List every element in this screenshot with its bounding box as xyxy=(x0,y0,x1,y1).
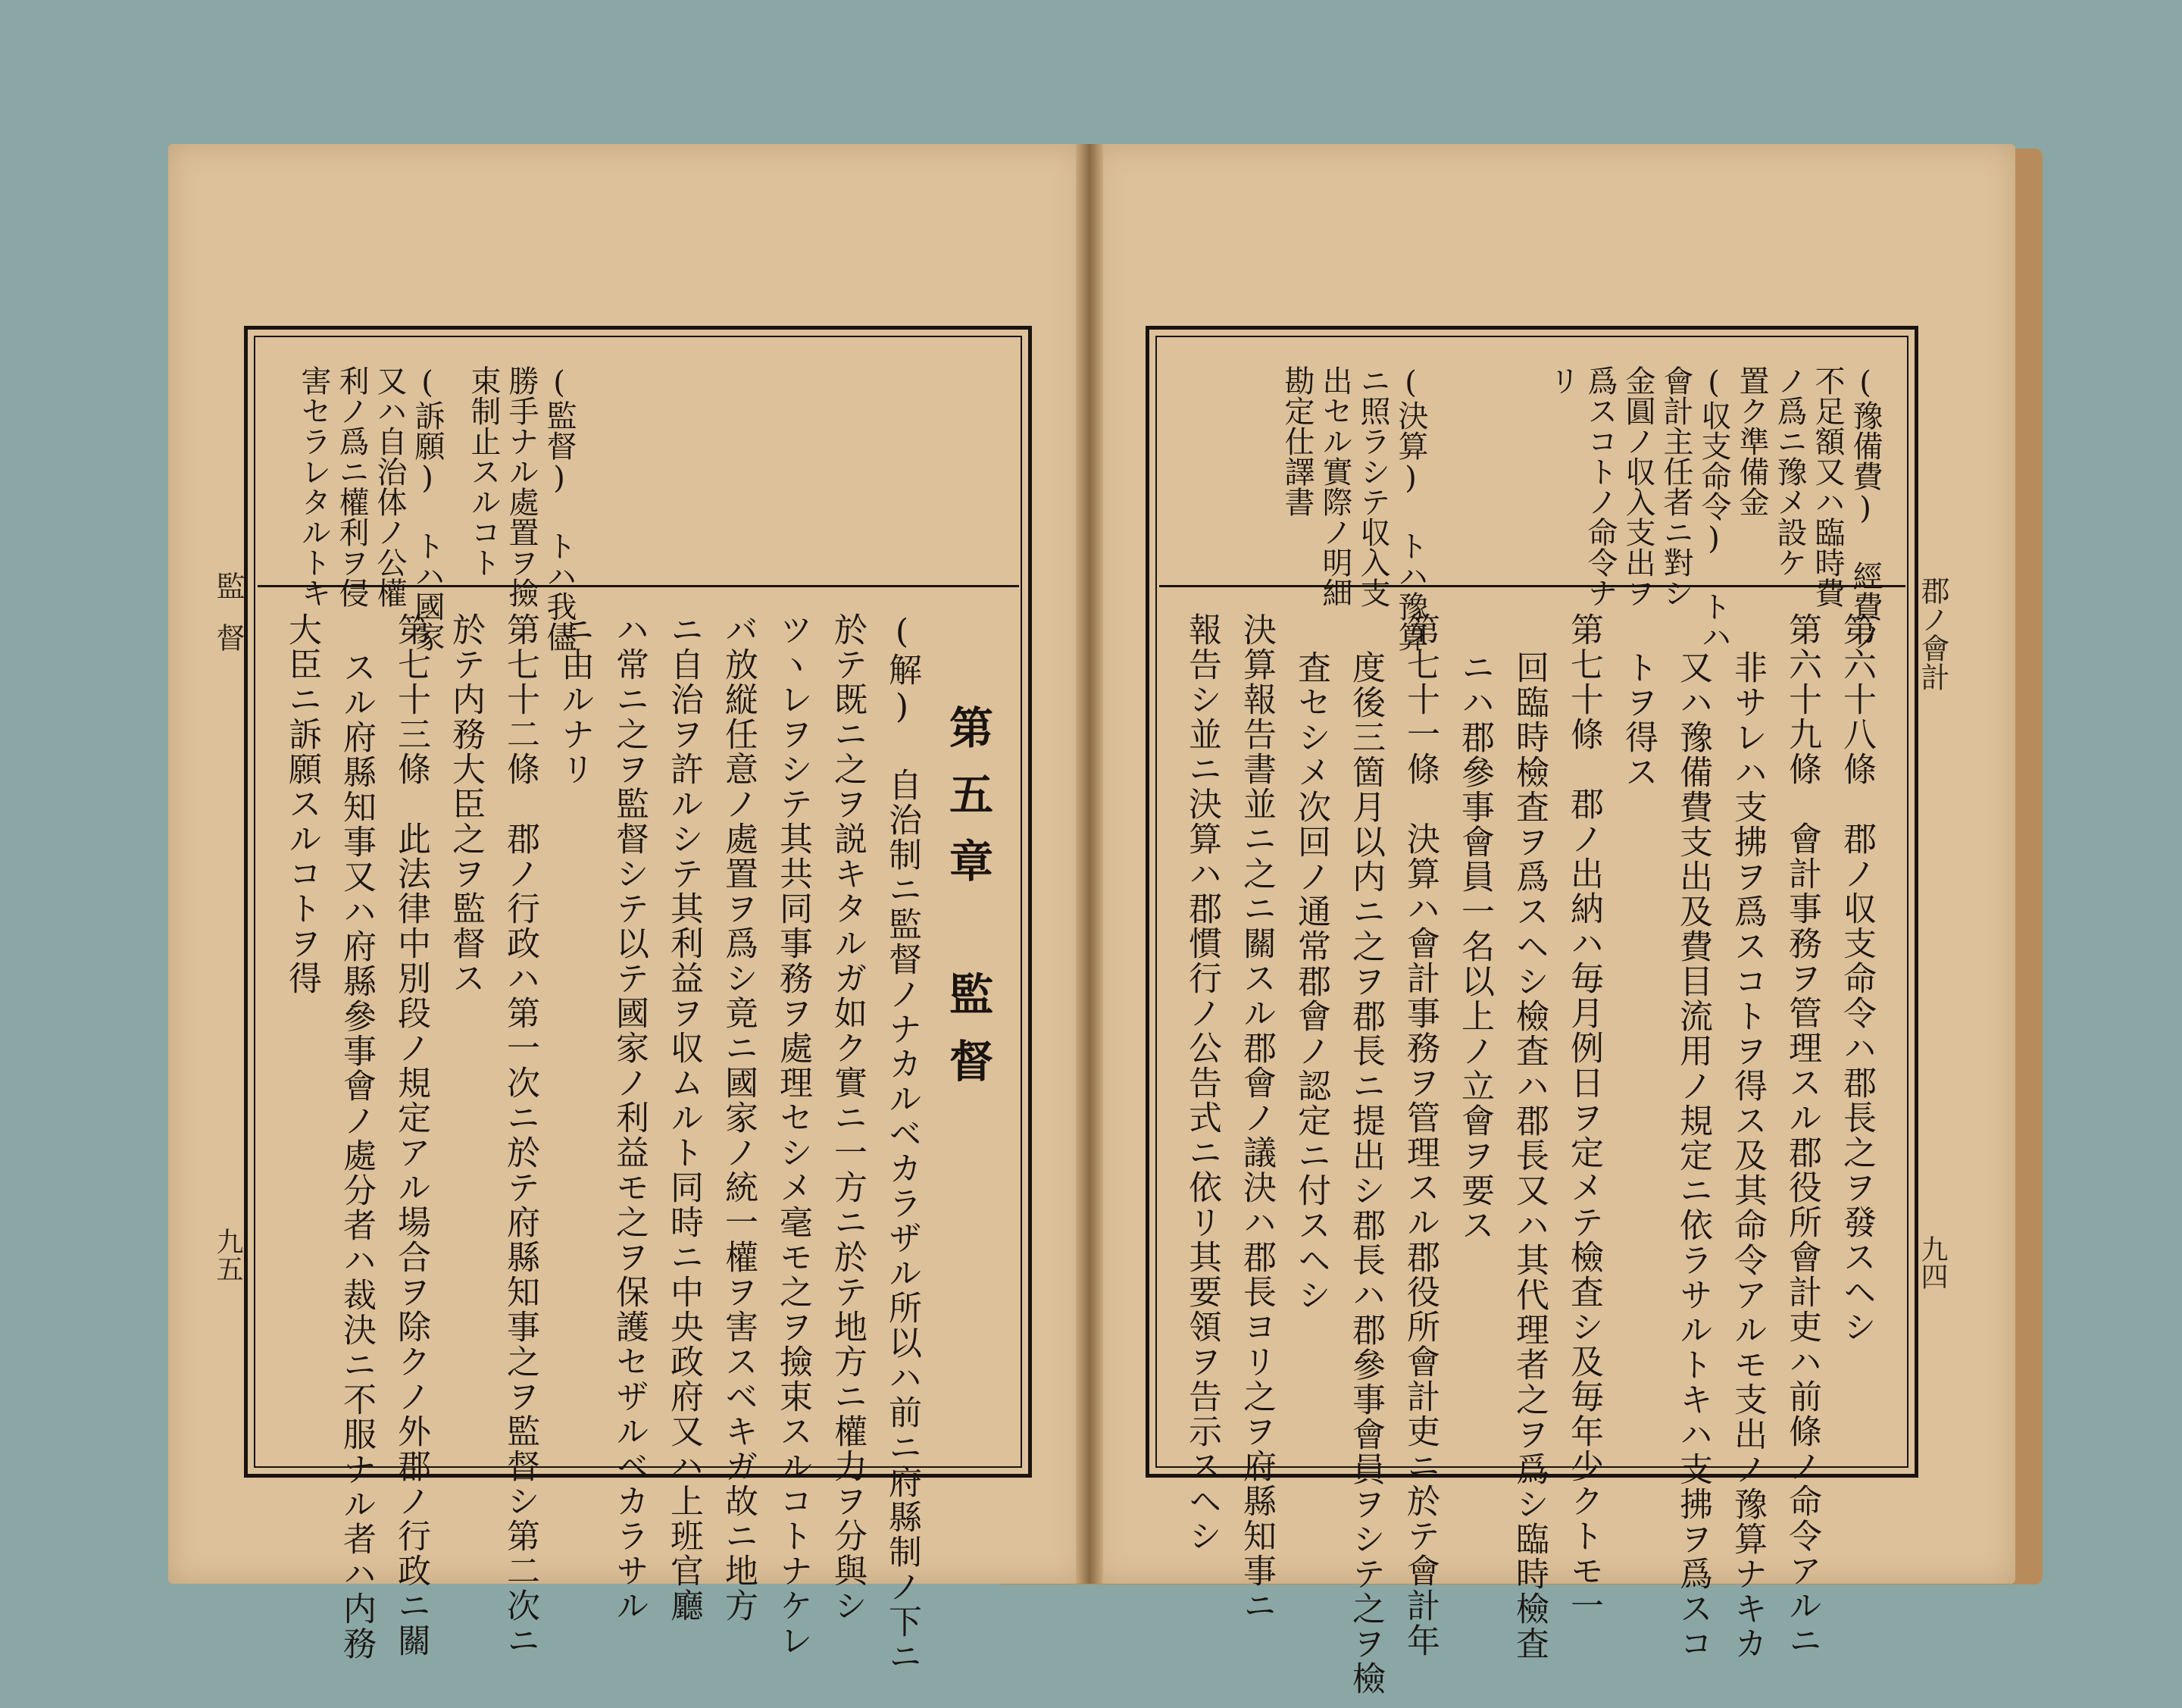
right-page-number: 九四 xyxy=(1917,1235,1948,1290)
left-body-line: ツヽレヲシテ其共同事務ヲ處理セシメ毫モ之ヲ撿束スルコトナケレ xyxy=(774,612,812,1658)
right-body-line: 非サレハ支拂ヲ爲スコトヲ得ス及其命令アルモ支出ノ豫算ナキカ xyxy=(1728,650,1767,1661)
right-body-line: 報告シ並ニ決算ハ郡慣行ノ公告式ニ依リ其要領ヲ告示スヘシ xyxy=(1183,612,1221,1553)
right-body-line: 第七十一條 決算ハ會計事務ヲ管理スル郡役所會計吏ニ於テ會計年 xyxy=(1401,612,1440,1658)
right-note-line: 會計主任者ニ對シ xyxy=(1658,365,1693,608)
right-body-line: ニハ郡參事會員一名以上ノ立會ヲ要ス xyxy=(1455,650,1494,1243)
right-note-line: 不足額又ハ臨時費 xyxy=(1810,365,1845,608)
left-note-line: (監督) トハ我儘 xyxy=(542,365,577,652)
left-body-line: 大臣ニ訴願スルコトヲ得 xyxy=(283,612,321,996)
left-body-line: 第七十三條 此法律中別段ノ規定アル場合ヲ除クノ外郡ノ行政ニ關 xyxy=(392,612,430,1658)
left-note-line: 利ノ爲ニ權利ヲ侵 xyxy=(334,365,369,608)
left-running-head: 監督 xyxy=(211,571,245,674)
left-body-line: バ放縦任意ノ處置ヲ爲シ竟ニ國家ノ統一權ヲ害スベキガ故ニ地方 xyxy=(719,612,758,1623)
left-body-line: 於テ既ニ之ヲ説キタルガ如ク實ニ一方ニ於テ地方ニ權力ヲ分與シ xyxy=(828,612,867,1623)
right-body-line: 第七十條 郡ノ出納ハ毎月例日ヲ定メテ檢査シ及毎年少クトモ一 xyxy=(1565,612,1603,1623)
left-page-number: 九五 xyxy=(212,1228,243,1282)
right-note-line: (決算) トハ豫算 xyxy=(1393,365,1428,652)
left-body-line: 於テ内務大臣之ヲ監督ス xyxy=(446,612,485,996)
left-note-line: (訴願) トハ國家 xyxy=(410,365,445,652)
left-note-line: 束制止スルコト xyxy=(466,365,501,577)
left-body-line: (解) 自治制ニ監督ノナカルベカラザル所以ハ前ニ府縣制ノ下ニ xyxy=(883,612,921,1674)
right-body-line: 又ハ豫備費支出及費目流用ノ規定ニ依ラサルトキハ支拂ヲ爲スコ xyxy=(1674,650,1712,1661)
left-note-line: 勝手ナル處置ヲ撿 xyxy=(504,365,539,608)
right-note-line: リ xyxy=(1545,365,1580,396)
right-note-line: (収支命令) トハ xyxy=(1696,365,1731,652)
right-body-line: トヲ得ス xyxy=(1619,650,1658,790)
right-body-line: 第六十九條 會計事務ヲ管理スル郡役所會計吏ハ前條ノ命令アルニ xyxy=(1783,612,1821,1658)
left-body-line: ハ常ニ之ヲ監督シテ以テ國家ノ利益モ之ヲ保護セザルベカラサル xyxy=(610,612,649,1623)
book-gutter xyxy=(1076,144,1103,1584)
right-note-line: 金圓ノ収入支出ヲ xyxy=(1621,365,1655,608)
chapter-title: 第五章 監督 xyxy=(942,705,993,1105)
right-body-line: 度後三箇月以内ニ之ヲ郡長ニ提出シ郡長ハ郡參事會員ヲシテ之ヲ檢 xyxy=(1346,650,1385,1696)
left-note-line: 害セラレタルトキ xyxy=(296,365,331,608)
right-note-divider xyxy=(1159,585,1905,587)
left-body-line: スル府縣知事又ハ府縣參事會ノ處分者ハ裁決ニ不服ナル者ハ内務 xyxy=(337,650,376,1661)
left-body-line: 第七十二條 郡ノ行政ハ第一次ニ於テ府縣知事之ヲ監督シ第二次ニ xyxy=(501,612,539,1658)
left-body-line: ニ由ルナリ xyxy=(555,612,594,787)
right-note-line: 爲スコトノ命令ナ xyxy=(1583,365,1618,608)
left-body-line: ニ自治ヲ許ルシテ其利益ヲ収ムルト同時ニ中央政府又ハ上班官廳 xyxy=(664,612,703,1623)
right-body-line: 回臨時檢査ヲ爲スヘシ檢査ハ郡長又ハ其代理者之ヲ爲シ臨時檢査 xyxy=(1510,650,1549,1661)
right-body-line: 査セシメ次回ノ通常郡會ノ認定ニ付スヘシ xyxy=(1292,650,1330,1312)
right-note-line: 置ク準備金 xyxy=(1734,365,1769,517)
right-note-line: 勘定仕譯書 xyxy=(1280,365,1315,517)
right-note-line: 出セル實際ノ明細 xyxy=(1318,365,1352,608)
left-note-line: 又ハ自治体ノ公權 xyxy=(372,365,407,608)
right-body-line: 決算報告書並ニ之ニ關スル郡會ノ議決ハ郡長ヨリ之ヲ府縣知事ニ xyxy=(1237,612,1276,1623)
right-body-line: 第六十八條 郡ノ収支命令ハ郡長之ヲ發スヘシ xyxy=(1837,612,1876,1344)
right-note-line: ノ爲ニ豫メ設ケ xyxy=(1772,365,1807,577)
right-running-head: 郡ノ會計 xyxy=(1916,576,1949,691)
right-note-line: (豫備費) 經費ノ xyxy=(1848,365,1883,652)
right-note-line: ニ照ラシテ収入支 xyxy=(1355,365,1390,608)
